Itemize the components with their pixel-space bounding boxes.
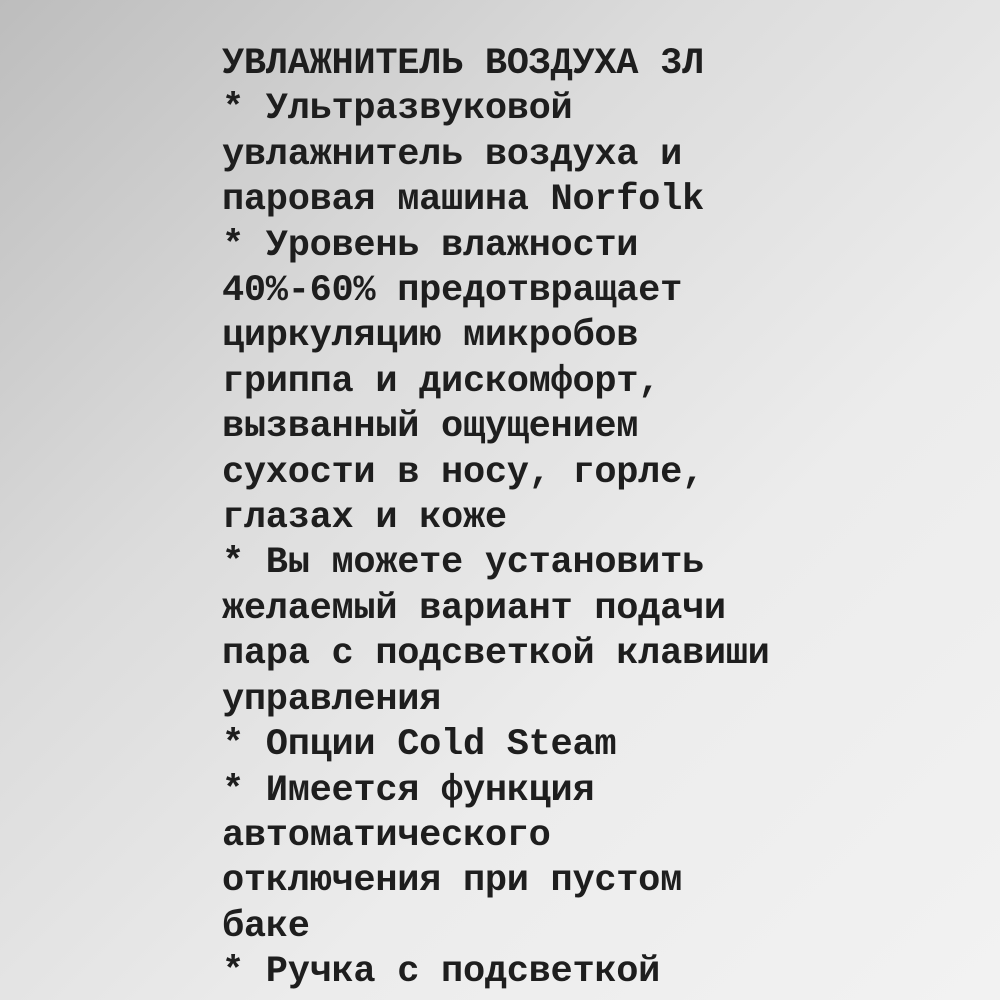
note-line: сухости в носу, горле, [222, 451, 704, 494]
note-line: увлажнитель воздуха и [222, 133, 682, 176]
note-line: * Уровень влажности [222, 224, 639, 267]
note-line: 40%-60% предотвращает [222, 270, 682, 313]
note-line: отключения при пустом [222, 860, 682, 903]
note-line: вызванный ощущением [222, 406, 639, 449]
note-line: * Вы можете установить [222, 542, 704, 585]
note-line: баке [222, 905, 310, 948]
typed-note [222, 42, 992, 996]
note-line: * Ультразвуковой [222, 88, 573, 131]
note-line: паровая машина Norfolk [222, 179, 704, 222]
note-line: глазах и коже [222, 497, 507, 540]
note-title: УВЛАЖНИТЕЛЬ ВОЗДУХА 3Л [222, 43, 704, 85]
note-line: гриппа и дискомфорт, [222, 360, 661, 403]
note-line: пара с подсветкой клавиши [222, 633, 770, 676]
note-line: * Опции Cold Steam [222, 724, 617, 767]
note-line: циркуляцию микробов [222, 315, 639, 358]
note-line: * Имеется функция [222, 769, 595, 812]
note-line: желаемый вариант подачи [222, 587, 726, 630]
note-line: * Ручка с подсветкой [222, 951, 661, 994]
note-line: автоматического [222, 814, 551, 857]
note-line: управления [222, 678, 442, 721]
